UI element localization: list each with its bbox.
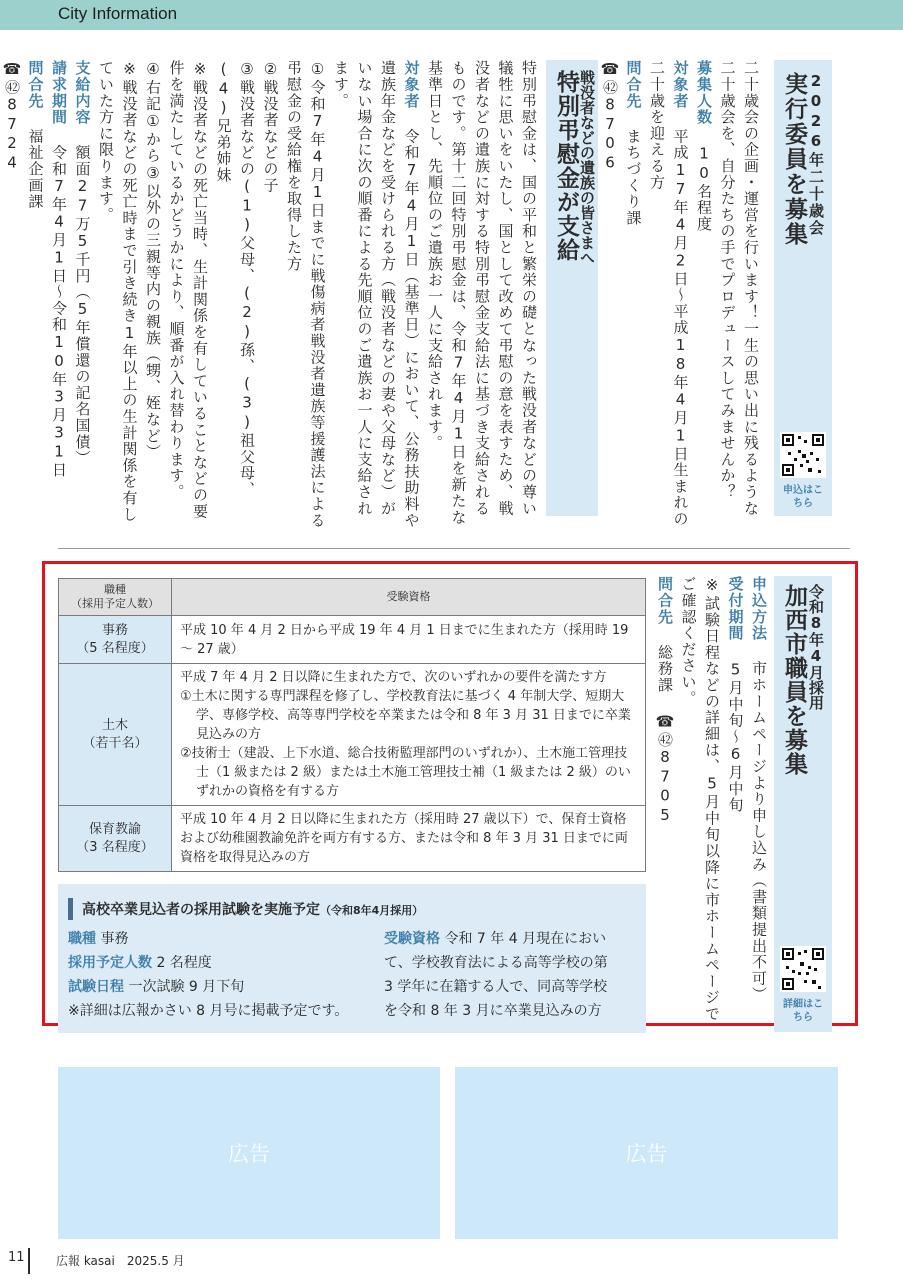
council-kicker: 2026年二十歳会 [807, 72, 825, 237]
section-title: City Information [58, 4, 178, 23]
table-row [59, 616, 646, 664]
section-divider [58, 548, 850, 549]
condolence-contact-label: 問合先 [26, 60, 45, 109]
council-count-label: 募集人数 [695, 60, 713, 126]
condolence-intro: 特別弔慰金は、国の平和と繁栄の礎となった戦没者などの尊い犠牲に思いをいたし、国として改めて弔慰の意を表すため、戦没者などの遺族に対する特別弔慰金支給法に基づき支給されるものです。第十二回特別弔慰金は、令和7年4月1日を新たな基準日とし、先順位のご遺族お一人に支給されます。 [426, 60, 538, 526]
council-qr-label: 申込はこちら [783, 485, 823, 509]
highschool-qual-line: 受験資格 令和 7 年 4 月現在におい [384, 931, 607, 947]
qr-code-icon[interactable] [780, 946, 826, 992]
recruit-apply-value: 市ホームページより申し込み（書類提出不可） [750, 660, 768, 1003]
recruit-period-value: 5月中旬～6月中旬 [726, 660, 745, 814]
footer-publication: 広報 kasai 2025.5 月 [56, 1254, 185, 1268]
recruit-note: ※試験日程などの詳細は、5月中旬以降に市ホームページでご確認ください。 [679, 576, 721, 1023]
condolence-list-item: ②戦没者などの子 [261, 60, 280, 194]
council-contact-phone: ☎㊷8706 [601, 60, 619, 173]
qual-cell: 平成 10 年 4 月 2 日から平成 19 年 4 月 1 日までに生まれた方（採用時 19 ～ 27 歳） [172, 616, 646, 664]
condolence-title: 特別弔慰金が支給 [553, 70, 579, 262]
condolence-target-value: 令和7年4月1日（基準日）において、公務扶助料や遺族年金などを受けられる方（戦没者などの妻や父母など）がいない場合に次の順番による先順位のご遺族お一人に支給されます。 [332, 60, 421, 529]
condolence-list-item: ※戦没者などの死亡時まで引き続き1年以上の生計関係を有していた方に限ります。 [97, 60, 139, 523]
council-target-label: 対象者 [671, 60, 690, 109]
highschool-note: ※詳細は広報かさい 8 月号に掲載予定です。 [68, 1003, 349, 1019]
highschool-qual-line: 3 学年に在籍する人で、同高等学校 [384, 979, 608, 995]
qual-cell: 平成 7 年 4 月 2 日以降に生まれた方で、次のいずれかの要件を満たす方 ①土木に関する専門課程を修了し、学校教育法に基づく 4 年制大学、短期大学、専修学校、高等専門学校を卒業または令和 8 年 3 月 31 日までに卒業見込みの方 ②技術士（建設、上下水道、総合技術監理部門のいずれか）、土木施工管理技士（1 級または 2 級）または土木施工管理技士補（1 級または 2 級）のいずれかの資格を有する方 [172, 664, 646, 806]
council-target-value: 平成17年4月2日～平成18年4月1日生まれの二十歳を迎える方 [648, 60, 690, 528]
recruit-apply-label: 申込方法 [750, 576, 768, 642]
highschool-info-box [58, 884, 646, 1033]
job-table [58, 578, 646, 872]
highschool-title: 高校卒業見込者の採用試験を実施予定（令和8年4月採用） [82, 902, 424, 918]
highschool-qual-line: て、学校教育法による高等学校の第 [384, 955, 608, 971]
ad-placeholder-right[interactable]: 広告 [455, 1067, 838, 1239]
table-row [59, 664, 646, 806]
highschool-title-marker [68, 898, 73, 920]
recruit-kicker: 令和8年4月採用 [807, 584, 825, 710]
ad-placeholder-left[interactable]: 広告 [58, 1067, 440, 1239]
highschool-exam: 試験日程 一次試験 9 月下旬 [68, 979, 245, 995]
job-cell: 土木 （若干名） [59, 664, 172, 806]
qr-code-icon[interactable] [780, 432, 826, 478]
header-job: 職種 （採用予定人数） [59, 579, 172, 616]
qual-cell: 平成 10 年 4 月 2 日以降に生まれた方（採用時 27 歳以下）で、保育士資格および幼稚園教諭免許を両方有する方、または令和 8 年 3 月 31 日までに両資格を取得見込みの方 [172, 806, 646, 872]
condolence-pay-value: 額面27万5千円（5年償還の記名国債） [73, 144, 92, 467]
recruit-contact-label: 問合先 [656, 576, 674, 625]
condolence-period-label: 請求期間 [50, 60, 68, 126]
condolence-list-item: ①令和7年4月1日までに戦傷病者戦没者遺族等援護法による弔慰金の受給権を取得した方 [285, 60, 327, 529]
council-intro: 二十歳会の企画・運営を行います！一生の思い出に残るような二十歳会を、自分たちの手でプロデュースしてみませんか？ [718, 60, 760, 517]
recruit-contact-phone: ☎㊷8705 [656, 712, 674, 826]
condolence-list-item: ※戦没者などの死亡当時、生計関係を有していることなどの要件を満たしているかどうかにより、順番が入れ替わります。 [167, 60, 209, 520]
condolence-list-item: ③戦没者などの(1)父母、(2)孫、(3)祖父母、(4)兄弟姉妹 [214, 60, 256, 498]
condolence-target-label: 対象者 [402, 60, 421, 109]
council-contact-value: まちづくり課 [624, 128, 643, 227]
condolence-kicker: 戦没者などの遺族の皆さまへ [578, 70, 596, 265]
highschool-count: 採用予定人数 2 名程度 [68, 955, 212, 971]
header-qual: 受験資格 [172, 579, 646, 616]
recruit-title: 加西市職員を募集 [781, 584, 807, 776]
highschool-qual-line: を令和 8 年 3 月に卒業見込みの方 [384, 1003, 602, 1019]
table-header-row [59, 579, 646, 616]
recruit-qr-label: 詳細はこちら [783, 999, 823, 1023]
job-cell: 保育教諭 （3 名程度） [59, 806, 172, 872]
council-count-value: 10名程度 [695, 144, 713, 233]
recruit-period-label: 受付期間 [726, 576, 745, 642]
condolence-body [3, 60, 540, 530]
table-row [59, 806, 646, 872]
job-cell: 事務 （5 名程度） [59, 616, 172, 664]
council-body [601, 60, 762, 530]
recruit-contact-value: 総務課 [656, 644, 674, 694]
condolence-pay-label: 支給内容 [73, 60, 92, 126]
council-title: 実行委員を募集 [781, 72, 807, 247]
condolence-contact-phone: ☎㊷8724 [3, 60, 21, 173]
footer-rule [28, 1248, 30, 1274]
condolence-contact-value: 福祉企画課 [26, 128, 45, 210]
council-contact-label: 問合先 [624, 60, 643, 109]
recruit-body [640, 576, 770, 1032]
highschool-job: 職種 事務 [68, 931, 129, 947]
condolence-list-item: ④右記①から③以外の三親等内の親族（甥、姪など） [144, 60, 162, 461]
condolence-period-value: 令和7年4月1日～令和10年3月31日 [50, 144, 68, 479]
page-number: 11 [8, 1250, 25, 1265]
